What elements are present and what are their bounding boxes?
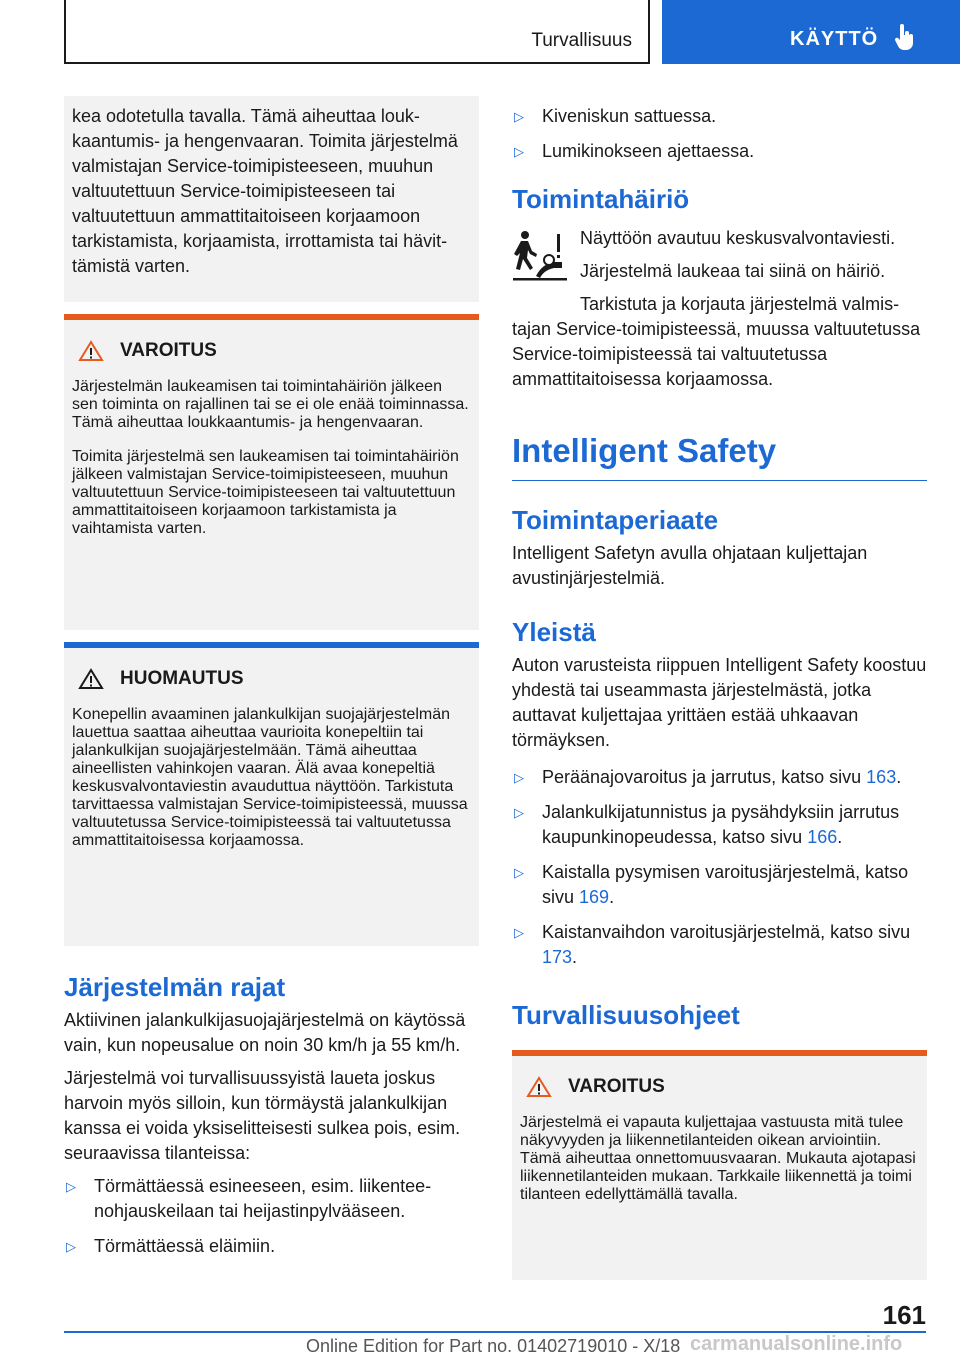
page-link-173[interactable]: 173 — [542, 947, 573, 967]
right-column — [512, 104, 927, 1280]
bullet-triangle-icon: ▷ — [514, 865, 524, 880]
warning-triangle-icon — [526, 1076, 552, 1098]
bullet-triangle-icon: ▷ — [514, 144, 524, 159]
note-header — [78, 668, 471, 690]
left-column — [64, 96, 479, 1269]
bullet-triangle-icon: ▷ — [66, 1239, 76, 1254]
limits-list — [64, 1174, 479, 1259]
page-number: 161 — [882, 1300, 926, 1330]
principle-heading: Toimintaperiaate — [512, 505, 719, 535]
limits-heading: Järjestelmän rajat — [64, 972, 286, 1002]
bullet-triangle-icon: ▷ — [514, 109, 524, 124]
fault-line-1: Näyttöön avautuu keskusvalvontaviesti. — [580, 228, 896, 248]
safety-heading: Turvallisuusohjeet — [512, 1000, 740, 1030]
safety-warning-box — [512, 1050, 927, 1280]
list-item: ▷ Kiveniskun sattuessa. — [512, 104, 927, 129]
warning-title: VAROITUS — [120, 340, 217, 361]
page-link-166[interactable]: 166 — [807, 827, 838, 847]
intro-box — [64, 96, 479, 302]
header-section-box — [662, 0, 960, 64]
situation-list — [512, 104, 927, 164]
note-triangle-icon — [78, 668, 104, 690]
warning-triangle-icon — [78, 340, 104, 362]
intelligent-safety-title: Intelligent Safety — [512, 430, 927, 481]
chapter-title: Turvallisuus — [531, 30, 632, 51]
limits-paragraph-1: Aktiivinen jalankulkijasuojajärjestelmä on käytössä vain, kun nopeusalue on noin 30 km/h ja 55 km/h. — [64, 1010, 466, 1055]
list-item: ▷ Kaistanvaihdon varoitusjärjestelmä, katso sivu 173. — [514, 922, 911, 967]
bullet-triangle-icon: ▷ — [514, 770, 524, 785]
fault-heading: Toimintahäiriö — [512, 184, 690, 214]
footer-edition: Online Edition for Part no. 01402719010 - X/18 — [306, 1336, 681, 1356]
list-item: ▷ Lumikinokseen ajettaessa. — [512, 139, 927, 164]
limits-paragraph-2: Järjestelmä voi turvallisuussyistä laueta joskus harvoin myös silloin, kun törmäystä jalankulkijan kanssa ei voida yksiselitteisesti sulkea pois, esim. seuraavissa tilanteissa: — [64, 1068, 461, 1163]
general-heading: Yleistä — [512, 617, 596, 647]
header-chapter-box — [64, 0, 650, 64]
warning-paragraph-2: Toimita järjestelmä sen laukeamisen tai toimintahäiriön jälkeen valmistajan Service-toimipisteeseen, muuhun valtuutettuun Service-toimipisteeseen tai valtuutettuun ammattitaitoiseen korjaamoon tarkistamista ja vaihtamista varten. — [72, 448, 459, 537]
fault-block — [512, 226, 927, 292]
watermark: carmanualsonline.info — [690, 1333, 903, 1355]
list-item: ▷ Peräänajovaroitus ja jarrutus, katso sivu 163. — [512, 765, 927, 790]
section-title: KÄYTTÖ — [790, 28, 879, 50]
principle-text: Intelligent Safetyn avulla ohjataan kuljettajan avustinjärjestelmiä. — [512, 543, 868, 588]
pedestrian-warning-icon — [512, 226, 568, 282]
fault-line-2: Järjestelmä laukeaa tai siinä on häiriö. — [580, 261, 886, 281]
warning-header — [78, 340, 471, 362]
list-item: ▷ Kaistalla pysymisen varoitusjärjestelmä, katso sivu 169. — [514, 862, 909, 907]
safety-warning-title: VAROITUS — [568, 1076, 665, 1097]
general-text: Auton varusteista riippuen Intelligent Safety koostuu yhdestä tai useammasta järjestelmästä, jotka auttavat kuljettajaa yrittäen estää uhkaavan törmäyksen. — [512, 655, 927, 750]
safety-warning-header — [526, 1076, 919, 1098]
note-paragraph: Konepellin avaaminen jalankulkijan suojajärjestelmän lauettua saattaa aiheuttaa vaurioita konepeltiin tai jalankulkijan suojajärjestelmään. Tämä aiheuttaa aineellisten vahinkojen vaaran. Älä avaa konepeltiä keskusvalvontaviestin avauduttua näyttöön. Tarkistuta tarvittaessa valmistajan Service-toimipisteessä, muussa valtuutetussa Service-toimipisteessä tai valtuutetussa ammattitaitoisessa korjaamossa. — [72, 706, 468, 849]
hand-pointer-icon — [894, 24, 916, 55]
list-item: ▷ Jalankulkijatunnistus ja pysähdyksiin jarrutus kaupunkinopeudessa, katso sivu 166. — [514, 802, 900, 847]
page-link-163[interactable]: 163 — [866, 767, 897, 787]
bullet-triangle-icon: ▷ — [66, 1179, 76, 1194]
safety-warning-text: Järjestelmä ei vapauta kuljettajaa vastuusta mitä tulee näkyvyyden ja liikennetilanteiden oikean arviointiin. Tämä aiheuttaa onnettomuusvaaran. Mukauta ajotapasi liikennetilanteiden mukaan. Tarkkaile liikennettä ja toimi tilanteen edellyttämällä tavalla. — [520, 1114, 916, 1203]
bullet-triangle-icon: ▷ — [514, 925, 524, 940]
intro-box-text: kea odotetulla tavalla. Tämä aiheuttaa loukkaantumis- ja hengenvaaran. Toimita järjestelmä valmistajan Service-toimipisteeseen, muuhun valtuutettuun Service-toimipisteeseen tai valtuutettuun ammattitaitoiseen korjaamoon tarkistamista, korjaamista, irrottamista tai hävittämistä varten. — [72, 106, 458, 276]
note-box — [64, 642, 479, 946]
note-title: HUOMAUTUS — [120, 668, 244, 689]
fault-line-3: Tarkistuta ja korjauta järjestelmä valmistajan Service-toimipisteessä, muussa valtuutetussa Service-toimipisteessä tai valtuutetussa ammattitaitoisessa korjaamossa. — [512, 294, 921, 389]
list-item: ▷ Törmättäessä eläimiin. — [64, 1234, 479, 1259]
bullet-triangle-icon: ▷ — [514, 805, 524, 820]
page-link-169[interactable]: 169 — [579, 887, 610, 907]
warning-paragraph-1: Järjestelmän laukeamisen tai toimintahäiriön jälkeen sen toiminta on rajallinen tai se ei ole enää toiminnassa. Tämä aiheuttaa loukkaantumis- ja hengenvaaran. — [72, 378, 469, 431]
systems-list — [512, 765, 927, 970]
warning-box — [64, 314, 479, 630]
list-item: ▷ Törmättäessä esineeseen, esim. liikenteenohjauskeilaan tai heijastinpylvääseen. — [66, 1176, 432, 1221]
